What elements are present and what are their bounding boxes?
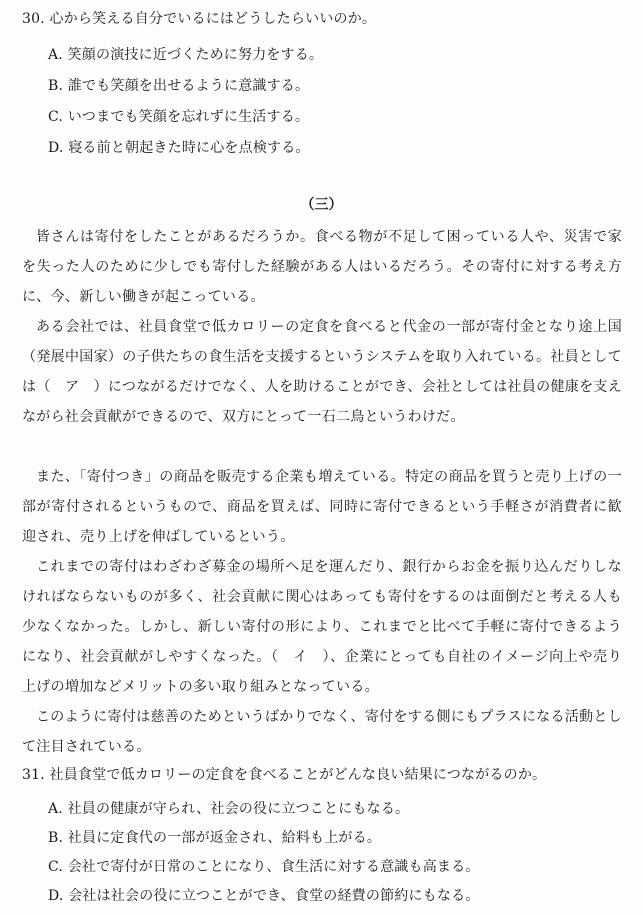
question-30-stem: 30. 心から笑える自分でいるにはどうしたらいいのか。 <box>22 11 377 27</box>
passage-paragraph-1: 皆さんは寄付をしたことがあるだろうか。食べる物が不足して困っている人や、災害で家を失った人のために少しでも寄付した経験がある人はいるだろう。その寄付に対する考え方に、今、新しい働きが起こっている。 <box>22 229 622 305</box>
question-31-option-c: C. 会社で寄付が日常のことになり、食生活に対する意識も高まる。 <box>48 859 480 875</box>
section-title: （三） <box>300 197 343 213</box>
question-31-option-d: D. 会社は社会の役に立つことができ、食堂の経費の節約にもなる。 <box>48 888 480 904</box>
question-30-option-b: B. 誰でも笑顔を出せるように意識する。 <box>48 78 310 94</box>
question-30-option-a: A. 笑顔の演技に近づくために努力をする。 <box>48 47 324 63</box>
question-31-option-a: A. 社員の健康が守られ、社会の役に立つことにもなる。 <box>48 801 410 817</box>
passage-paragraph-4: これまでの寄付はわざわざ募金の場所へ足を運んだり、銀行からお金を振り込んだりしなければならないものが多く、社会貢献に関心はあっても寄付をするのは面倒だと考える人も少なくなかった。しかし、新しい寄付の形により、これまでと比べて手軽に寄付できるようになり、社会貢献がしやすくなった。（ イ ）、企業にとっても自社のイメージ向上や売り上げの増加などメリットの多い取り組みとなっている。 <box>22 559 622 695</box>
passage-paragraph-3: また、「寄付つき」の商品を販売する企業も増えている。特定の商品を買うと売り上げの一部が寄付されるというもので、商品を買えば、同時に寄付できるという手軽さが消費者に歓迎され、売り上げを伸ばしているという。 <box>22 469 622 545</box>
passage-paragraph-2: ある会社では、社員食堂で低カロリーの定食を食べると代金の一部が寄付金となり途上国（発展中国家）の子供たちの食生活を支援するというシステムを取り入れている。社員としては（ ア ）につながるだけでなく、人を助けることができ、会社としては社員の健康を支えながら社会貢献ができるので、双方にとって一石二鳥というわけだ。 <box>22 319 622 425</box>
question-31-stem: 31. 社員食堂で低カロリーの定食を食べることがどんな良い結果につながるのか。 <box>22 767 547 783</box>
question-30-option-c: C. いつまでも笑顔を忘れずに生活する。 <box>48 109 310 125</box>
question-30-option-d: D. 寝る前と朝起きた時に心を点検する。 <box>48 140 310 156</box>
question-31-option-b: B. 社員に定食代の一部が返金され、給料も上がる。 <box>48 830 382 846</box>
passage-paragraph-5: このように寄付は慈善のためというばかりでなく、寄付をする側にもプラスになる活動として注目されている。 <box>22 709 622 755</box>
